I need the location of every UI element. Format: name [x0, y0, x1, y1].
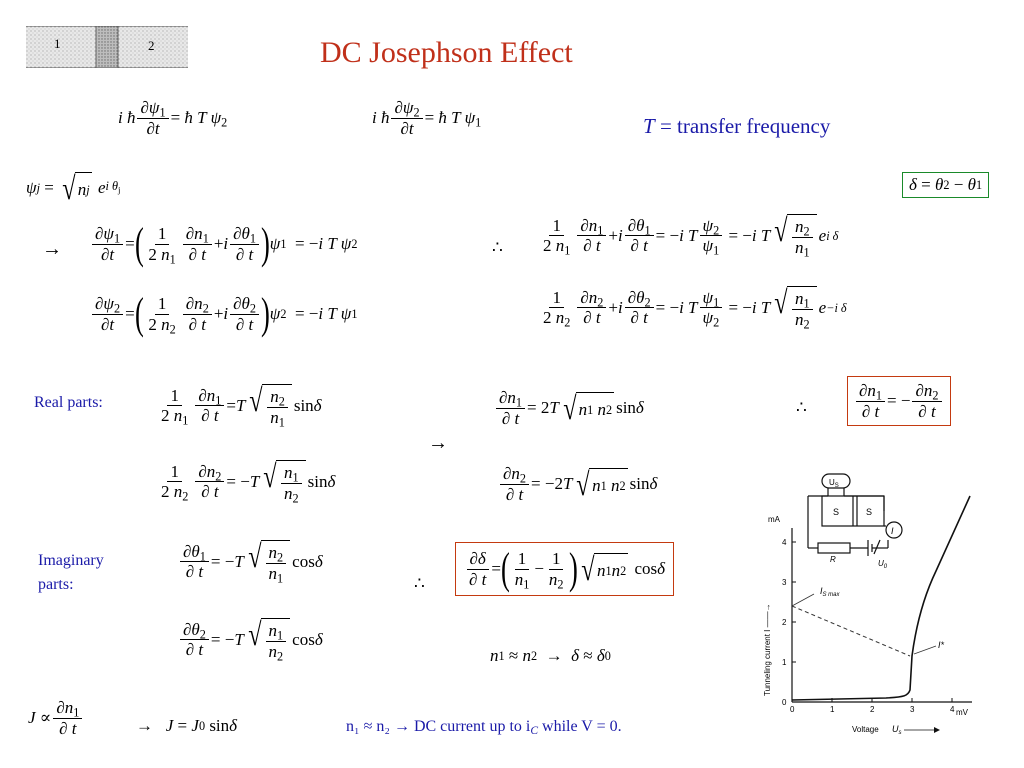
- equation-imag-theta1: $\frac{\partial\theta_1}{\partial t}$ = − T √ $\frac{n_2}{n_1}$ cos δ: [178, 540, 323, 583]
- plot-axes: [792, 528, 972, 702]
- dc-note-sub: C: [530, 725, 539, 738]
- circuit-r-label: R: [830, 555, 836, 564]
- therefore-2: ∴: [796, 398, 807, 417]
- dc-note-main: n₁ ≈ n₂ → DC current up to i: [346, 718, 531, 735]
- plot-ticks: [782, 538, 955, 714]
- y-tick-label: 2: [782, 618, 787, 627]
- ismax-pointer: [792, 594, 814, 606]
- y-tick-label: 1: [782, 658, 787, 667]
- equation-psi2: i ħ $\frac{\partial\psi_2}{\partial t}$ = ħ T $\psi_1$: [372, 98, 482, 138]
- circuit-diagram: [808, 474, 902, 556]
- imag-parts-label-1: Imaginary: [38, 552, 104, 569]
- y-unit-label: mA: [768, 515, 780, 524]
- circuit-s-right: S: [866, 507, 873, 517]
- real-parts-label: Real parts:: [34, 394, 103, 411]
- imag-parts-label-2: parts:: [38, 576, 74, 593]
- ismax-label: $I_{S max}$: [820, 586, 840, 598]
- y-tick-label: 4: [782, 538, 787, 547]
- equation-j-sin: → J = J 0 sin δ: [136, 716, 238, 735]
- conservation-box: $\frac{\partial n_1}{\partial t}$ = − $\frac{\partial n_2}{\partial t}$: [847, 376, 951, 426]
- equation-j-prop: J ∝ $\frac{\partial n_1}{\partial t}$: [28, 698, 84, 738]
- dc-current-note: [346, 718, 622, 736]
- x-axis-symbol: $U_s$: [892, 724, 902, 736]
- x-tick-label: 2: [870, 705, 875, 714]
- istar-pointer: [914, 646, 936, 654]
- therefore-1: ∴: [492, 238, 503, 257]
- junction-label-1: 1: [54, 36, 61, 51]
- x-tick-label: 3: [910, 705, 915, 714]
- ammeter: [886, 522, 902, 538]
- junction-label-2: 2: [148, 38, 155, 53]
- y-tick-label: 0: [782, 698, 787, 707]
- equation-delta-const: n 1 ≈ n 2 → δ ≈ δ 0: [490, 646, 611, 665]
- phase-evolution-box: $\frac{\partial\delta}{\partial t}$ = ( $\frac{1}{n_1}$ − $\frac{1}{n_2}$ ) √ n 1 n 2 cos δ: [455, 542, 674, 596]
- circuit-i-label: I: [891, 526, 894, 536]
- dc-note-end: while V = 0.: [538, 718, 622, 735]
- equation-dpsi1: $\frac{\partial\psi_1}{\partial t}$ = ( $\frac{1}{2 n_1}$ $\frac{\partial n_1}{\partial t}$ + i $\frac{\partial\theta_1}{\partial t}$ ) ψ 1 = − i T ψ 2: [90, 222, 357, 266]
- circuit-us-label: $U_S$: [829, 478, 839, 489]
- equation-dn2-dt: $\frac{\partial n_2}{\partial t}$ = −2 T √ n 1 n 2 sin δ: [498, 464, 657, 504]
- junction-diagram: [26, 26, 188, 68]
- equation-real-n1: $\frac{1}{2 n_1}$ $\frac{\partial n_1}{\partial t}$ = T √ $\frac{n_2}{n_1}$ sin δ: [161, 382, 322, 429]
- y-tick-label: 3: [782, 578, 787, 587]
- equation-dpsi2: $\frac{\partial\psi_2}{\partial t}$ = ( $\frac{1}{2 n_2}$ $\frac{\partial n_2}{\partial t}$ + i $\frac{\partial\theta_2}{\partial t}$ ) ψ 2 = − i T ψ 1: [90, 292, 357, 336]
- x-axis-arrow-head: [934, 727, 940, 733]
- y-axis-label: Tunneling current I ——→: [763, 603, 772, 696]
- arrow-implies-2: →: [428, 432, 448, 454]
- therefore-3: ∴: [414, 574, 425, 593]
- equation-dn1-dt: $\frac{\partial n_1}{\partial t}$ = 2 T √ n 1 n 2 sin δ: [494, 388, 644, 428]
- equation-imag-theta2: $\frac{\partial\theta_2}{\partial t}$ = − T √ $\frac{n_1}{n_2}$ cos δ: [178, 618, 323, 661]
- circuit-s-left: S: [833, 507, 840, 517]
- equation-psi-j: ψ j = √ n j e i $\theta_j$: [26, 170, 121, 206]
- equation-real-n2: $\frac{1}{2 n_2}$ $\frac{\partial n_2}{\partial t}$ = − T √ $\frac{n_1}{n_2}$ sin δ: [161, 458, 336, 505]
- arrow-implies-1: →: [42, 238, 62, 260]
- istar-label: I*: [938, 640, 945, 650]
- dashed-ismax-line: [792, 606, 910, 656]
- x-unit-label: mV: [956, 708, 968, 717]
- junction-svg: [26, 26, 188, 68]
- x-tick-label: 0: [790, 705, 795, 714]
- t-definition: = transfer frequency: [654, 114, 831, 138]
- resistor: [818, 543, 850, 553]
- equation-psi1: i ħ $\frac{\partial\psi_1}{\partial t}$ = ħ T $\psi_2$: [118, 98, 228, 138]
- variable-arrow: [874, 540, 880, 554]
- equation-n2-theta2: $\frac{1}{2 n_2}$ $\frac{\partial n_2}{\partial t}$ + i $\frac{\partial\theta_2}{\partial t}$ = − i T $\frac{\psi_1}{\psi_2}$ = − i T √ $\frac{n_1}{n_2}$ e −i δ: [543, 284, 847, 331]
- x-tick-label: 4: [950, 705, 955, 714]
- iv-figure: [756, 466, 996, 756]
- transfer-frequency-note: [643, 114, 830, 139]
- page-title: DC Josephson Effect: [320, 36, 573, 69]
- x-axis-label: Voltage: [852, 725, 879, 734]
- t-symbol: T: [643, 114, 655, 138]
- x-tick-label: 1: [830, 705, 835, 714]
- circuit-u0-label: $U_0$: [878, 559, 888, 570]
- delta-definition-box: δ = θ 2 − θ 1: [902, 172, 989, 198]
- iv-figure-svg: [756, 466, 996, 756]
- equation-n1-theta1: $\frac{1}{2 n_1}$ $\frac{\partial n_1}{\partial t}$ + i $\frac{\partial\theta_1}{\partial t}$ = − i T $\frac{\psi_2}{\psi_1}$ = − i T √ $\frac{n_2}{n_1}$ e i δ: [543, 212, 839, 259]
